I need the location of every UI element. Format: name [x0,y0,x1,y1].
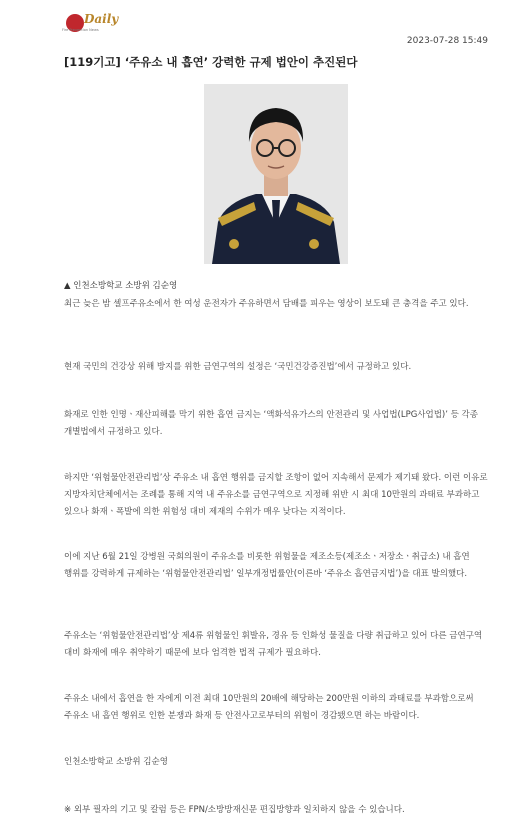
article-paragraph: 이에 지난 6월 21일 강병원 국회의원이 주유소를 비롯한 위험물을 제조소등(제조소ㆍ저장소ㆍ취급소) 내 흡연 행위를 강력하게 규제하는 ‘위험물안전관리법’ 일부개정법률안(이른바 ‘주유소 흡연금지법’)을 대표 발의했다. [64,552,470,579]
author-portrait-image [204,84,348,264]
article-paragraph: 주유소는 ‘위험물안전관리법’상 제4류 위험물인 휘발유, 경유 등 인화성 물질을 다량 취급하고 있어 다른 금연구역 대비 화재에 매우 취약하기 때문에 보다 엄격한 법적 규제가 필요하다. [64,631,483,658]
publish-date: 2023-07-28 15:49 [406,36,488,46]
photo-caption: ▲ 인천소방학교 소방위 김순영 [64,281,178,291]
article-title: [119기고] ‘주유소 내 흡연’ 강력한 규제 법안이 추진된다 [64,55,358,69]
article-paragraph: 하지만 ‘위험물안전관리법’상 주유소 내 흡연 행위를 금지할 조항이 없어 지속해서 문제가 제기돼 왔다. 이런 이유로 지방자치단체에서는 조례를 통해 지역 내 주유소를 금연구역으로 지정해 위반 시 최대 10만원의 과태료 부과하고 있으나 화재ㆍ폭발에 의한 위험성 대비 제재의 수위가 매우 낮다는 지적이다. [64,473,488,517]
logo-subtitle: Fire Prevention News [62,28,99,32]
author-photo [204,84,348,264]
article-paragraph: 최근 늦은 밤 셀프주유소에서 한 여성 운전자가 주유하면서 담배를 피우는 영상이 보도돼 큰 충격을 주고 있다. [64,299,469,309]
article-paragraph: 주유소 내에서 흡연을 한 자에게 이전 최대 10만원의 20배에 해당하는 200만원 이하의 과태료를 부과함으로써 주유소 내 흡연 행위로 인한 분쟁과 화재 등 안전사고로부터의 위험이 경감됐으면 하는 바람이다. [64,694,474,721]
article-paragraph: 화재로 인한 인명ㆍ재산피해를 막기 위한 흡연 금지는 ‘액화석유가스의 안전관리 및 사업법(LPG사업법)’ 등 각종 개별법에서 규정하고 있다. [64,410,478,437]
author-signature: 인천소방학교 소방위 김순영 [64,757,168,767]
article-paragraph: 현재 국민의 건강상 위해 방지를 위한 금연구역의 설정은 ‘국민건강증진법’에서 규정하고 있다. [64,362,412,372]
logo-word: Daily [84,12,119,26]
site-logo[interactable] [62,12,122,36]
disclaimer-note: ※ 외부 필자의 기고 및 칼럼 등은 FPN/소방방재신문 편집방향과 일치하지 않을 수 있습니다. [64,805,405,815]
